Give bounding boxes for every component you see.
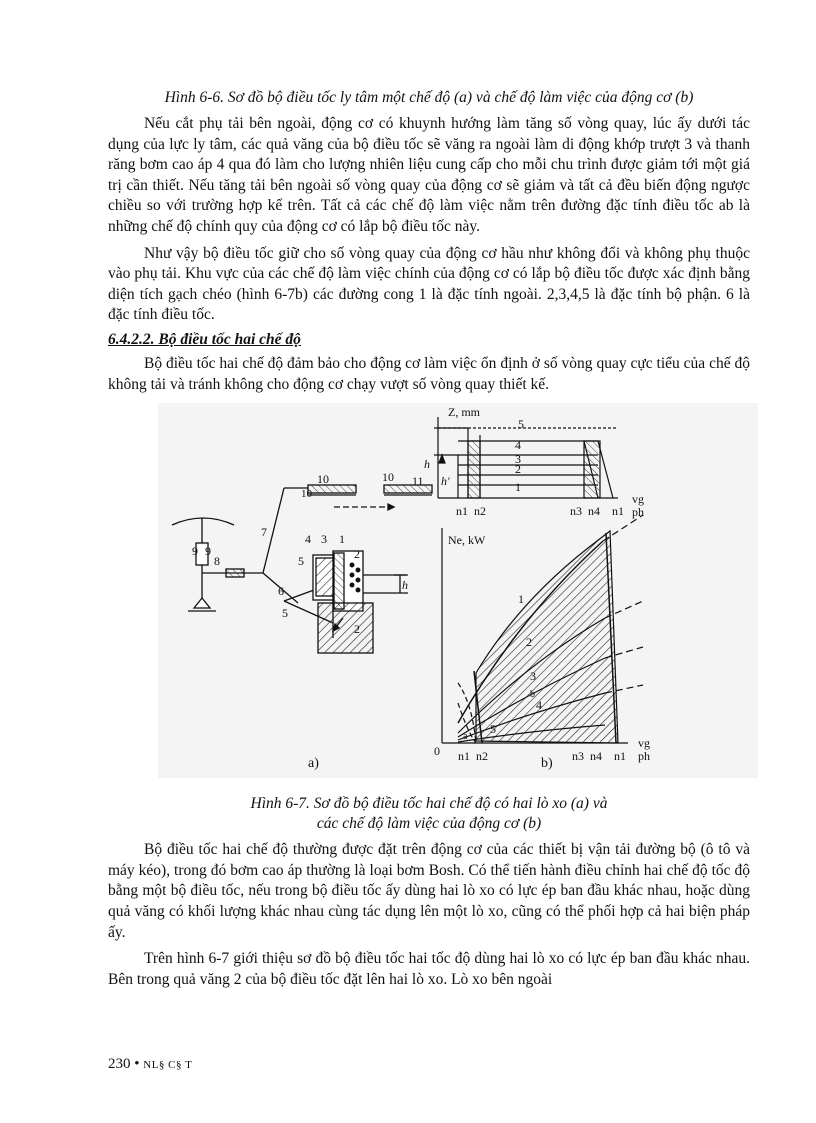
part-number-labels bbox=[192, 470, 424, 771]
svg-text:8: 8 bbox=[214, 554, 220, 569]
svg-text:Ne, kW: Ne, kW bbox=[448, 533, 486, 548]
svg-text:2: 2 bbox=[354, 622, 360, 637]
svg-text:5: 5 bbox=[490, 722, 496, 737]
svg-text:b): b) bbox=[541, 756, 553, 772]
figure-drawing bbox=[158, 403, 758, 778]
svg-text:h': h' bbox=[441, 474, 450, 489]
section-heading: 6.4.2.2. Bộ điều tốc hai chế độ bbox=[108, 330, 301, 348]
svg-text:2: 2 bbox=[526, 635, 532, 650]
svg-text:1: 1 bbox=[518, 592, 524, 607]
page-footer bbox=[108, 1056, 192, 1073]
paragraph: Trên hình 6-7 giới thiệu sơ đồ bộ điều tốc hai tốc độ dùng hai lò xo có lực ép ban đầu khác nhau. Bên trong quả văng 2 của bộ điều tốc đặt lên hai lò xo. Lò xo bên ngoài bbox=[108, 950, 750, 988]
svg-text:n1: n1 bbox=[614, 749, 626, 764]
z-plot bbox=[434, 417, 618, 498]
svg-text:n2: n2 bbox=[474, 504, 486, 519]
paragraph: Như vậy bộ điều tốc giữ cho số vòng quay của động cơ hầu như không đổi và không phụ thuộc vào phụ tải. Khu vực của các chế độ làm việc chính của động cơ có lắp bộ điều tốc được xác định bằng diện tích gạch chéo (hình 6-7b) các đường cong 1 là đặc tính ngoài. 2,3,4,5 là đặc tính bộ phận. 6 là đặc tính điều tốc. bbox=[108, 244, 750, 324]
svg-text:vg: vg bbox=[638, 736, 650, 751]
page-content bbox=[108, 88, 750, 990]
paragraph: Bộ điều tốc hai chế độ thường được đặt trên động cơ của các thiết bị vận tải đường bộ (ô tô và máy kéo), trong đó bơm cao áp thường là loại bơm Bosh. Có thể tiến hành điều chỉnh hai chế độ tốc độ bằng một bộ điều tốc, nếu trong bộ điều tốc ấy dùng hai lò xo có lực ép ban đầu khác nhau, hoặc dùng quả văng có khối lượng khác nhau cùng tác dụng lên một lò xo, cũng có thể phối hợp cả hai biện pháp ấy. bbox=[108, 841, 750, 941]
svg-text:Z, mm: Z, mm bbox=[448, 405, 480, 420]
svg-text:a): a) bbox=[308, 756, 319, 772]
svg-text:n3: n3 bbox=[570, 504, 582, 519]
svg-text:5: 5 bbox=[518, 417, 524, 432]
svg-text:3: 3 bbox=[515, 452, 521, 467]
svg-text:11: 11 bbox=[412, 474, 424, 489]
figure-6-7 bbox=[158, 403, 758, 778]
svg-text:b: b bbox=[530, 689, 535, 701]
svg-text:1: 1 bbox=[515, 480, 521, 495]
svg-text:n2: n2 bbox=[476, 749, 488, 764]
figure-caption-line: các chế độ làm việc của động cơ (b) bbox=[316, 815, 542, 833]
svg-text:n1: n1 bbox=[458, 749, 470, 764]
ne-plot bbox=[442, 515, 643, 743]
svg-text:10: 10 bbox=[382, 470, 394, 485]
svg-text:n1: n1 bbox=[456, 504, 468, 519]
svg-text:n4: n4 bbox=[590, 749, 602, 764]
svg-text:3: 3 bbox=[321, 532, 327, 547]
svg-text:h: h bbox=[402, 578, 408, 593]
svg-text:ph: ph bbox=[632, 505, 644, 520]
svg-text:4: 4 bbox=[536, 698, 542, 713]
svg-text:n4: n4 bbox=[588, 504, 600, 519]
svg-text:ph: ph bbox=[638, 749, 650, 764]
svg-text:n3: n3 bbox=[572, 749, 584, 764]
svg-text:a: a bbox=[463, 731, 468, 743]
svg-text:vg: vg bbox=[632, 492, 644, 507]
svg-text:3: 3 bbox=[530, 669, 536, 684]
figure-caption-line: Hình 6-7. Sơ đồ bộ điều tốc hai chế độ có hai lò xo (a) và bbox=[250, 795, 608, 813]
svg-text:6: 6 bbox=[278, 584, 284, 599]
paragraph: Bộ điều tốc hai chế độ đảm bảo cho động cơ làm việc ổn định ở số vòng quay cực tiểu của chế độ không tải và tránh không cho động cơ chạy vượt số vòng quay thiết kế. bbox=[108, 354, 750, 393]
svg-text:7: 7 bbox=[261, 525, 267, 540]
footer-bullet: • bbox=[134, 1056, 140, 1072]
svg-text:5: 5 bbox=[298, 554, 304, 569]
svg-text:4: 4 bbox=[515, 438, 521, 453]
svg-text:2: 2 bbox=[515, 462, 521, 477]
svg-text:5: 5 bbox=[282, 606, 288, 621]
paragraph: Nếu cắt phụ tải bên ngoài, động cơ có khuynh hướng làm tăng số vòng quay, lúc ấy dưới tác dụng của lực ly tâm, các quả văng của bộ điều tốc sẽ văng ra ngoài làm di động khớp trượt 3 và thanh răng bơm cao áp 4 qua đó làm cho lượng nhiên liệu cung cấp cho mỗi chu trình được giảm tới một giá trị cần thiết. Nếu tăng tải bên ngoài số vòng quay của động cơ sẽ giảm và tất cả đều biến động ngược chiều so với trường hợp kể trên. Tất cả các chế độ làm việc nằm trên đường đặc tính điều tốc ab là những chế độ chính quy của động cơ có lắp bộ điều tốc này. bbox=[108, 115, 750, 235]
svg-text:10: 10 bbox=[301, 488, 312, 501]
svg-text:9: 9 bbox=[205, 544, 211, 559]
publisher-mark: NL§ C§ T bbox=[143, 1059, 193, 1071]
svg-text:0: 0 bbox=[434, 744, 440, 759]
z-plot-labels bbox=[424, 405, 644, 519]
svg-text:4: 4 bbox=[305, 532, 311, 547]
svg-text:n1: n1 bbox=[612, 504, 624, 519]
governor-schematic bbox=[172, 485, 432, 653]
page-number: 230 bbox=[108, 1056, 131, 1072]
svg-text:h: h bbox=[424, 457, 430, 472]
figure-caption-6-6: Hình 6-6. Sơ đồ bộ điều tốc ly tâm một chế độ (a) và chế độ làm việc của động cơ (b) bbox=[164, 89, 694, 106]
svg-text:1: 1 bbox=[339, 532, 345, 547]
svg-text:10: 10 bbox=[317, 472, 329, 487]
svg-text:9: 9 bbox=[192, 544, 198, 559]
svg-text:2: 2 bbox=[354, 547, 360, 562]
